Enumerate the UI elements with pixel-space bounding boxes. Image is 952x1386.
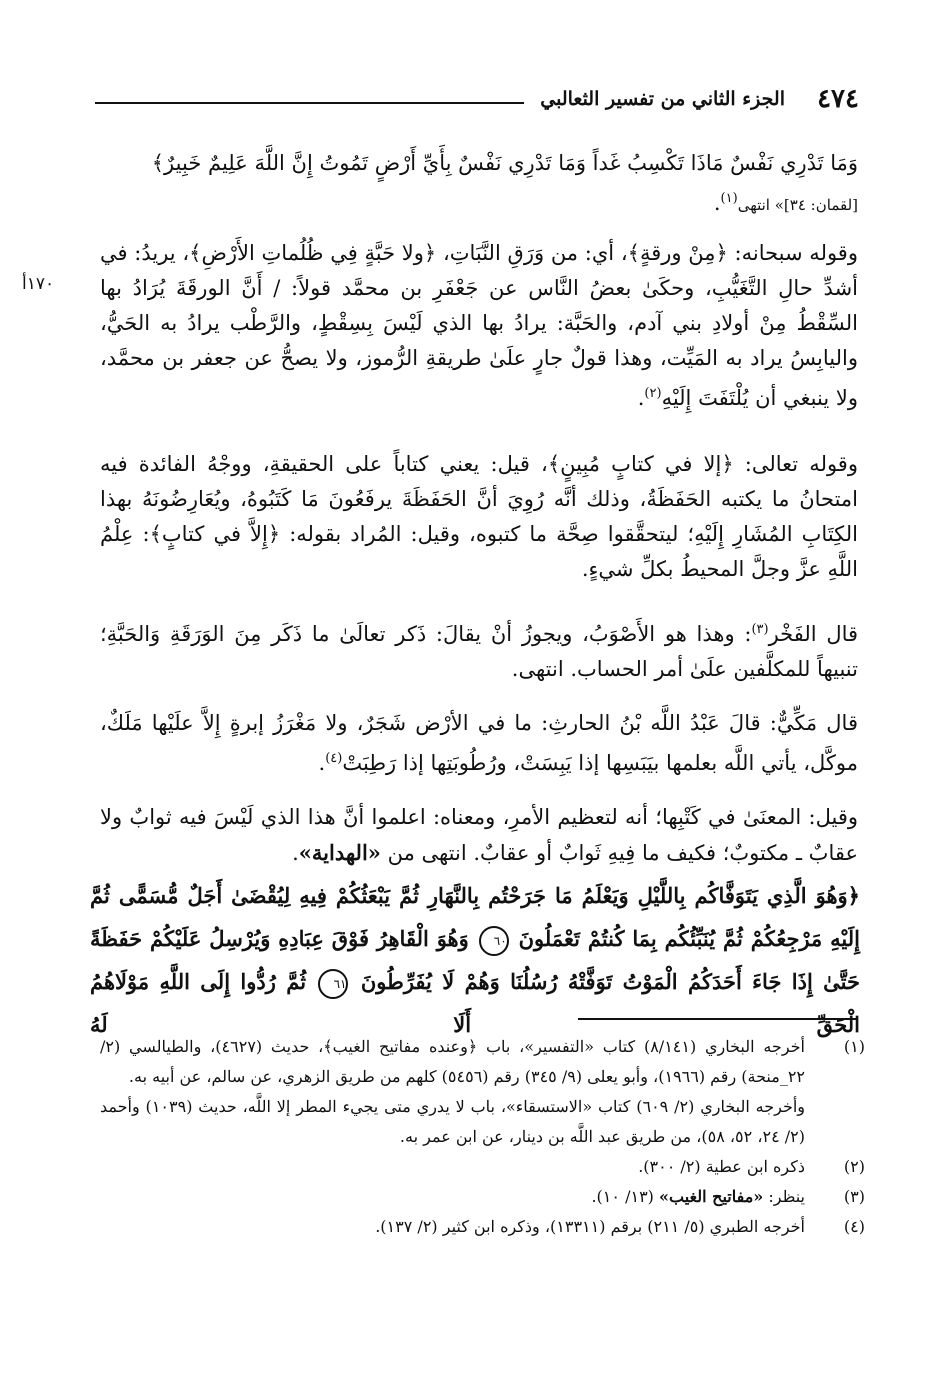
paragraph-text-b: : وهذا هو الأَصْوَبُ، ويجوزُ أنْ يقالَ: ذَكر تعالَىٰ ما ذَكَر مِنَ الوَرَقَةِ وَالحَبَّةِ؛ تنبيهاً للمكلَّفين علَىٰ أمر الحساب. انتهى.: [100, 622, 858, 681]
verse-62-text: ثُمَّ رُدُّوا إِلَى اللَّهِ مَوْلَاهُمُ الْحَقِّ أَلَا لَهُ: [90, 969, 860, 1037]
verse-61-text: وَهُوَ الْقَاهِرُ فَوْقَ عِبَادِهِ وَيُرْسِلُ عَلَيْكُمْ حَفَظَةً حَتَّىٰ إِذَا جَاءَ أَحَدَكُمُ الْمَوْتُ تَوَفَّتْهُ رُسُلُنَا وَهُمْ لَا يُفَرِّطُونَ: [90, 926, 861, 994]
footnote-text-a: ينظر:: [763, 1187, 805, 1206]
paragraph-quote-continuation: وَمَا تَدْرِي نَفْسٌ مَاذَا تَكْسِبُ غَداً وَمَا تَدْرِي نَفْسٌ بِأَيِّ أَرْضٍ تَمُوتُ إِنَّ اللَّهَ عَلِيمٌ خَبِيرٌ﴾ [لقمان: ٣٤]» انتهى$^{(١)}$.: [151, 151, 858, 215]
footnote-3: [100, 1182, 865, 1212]
footnote-4: [100, 1212, 865, 1242]
footnote-ref-4: (٤): [325, 751, 343, 766]
footnote-1-continuation: وأخرجه البخاري (٢/ ٦٠٩) كتاب «الاستسقاء»، باب لا يدري متى يجيء المطر إلا اللَّه، حديث (١٠٣٩) وأحمد (٢/ ٢٤، ٥٢، ٥٨)، من طريق عبد اللَّه بن دينار، عن ابن عمر به.: [100, 1097, 806, 1146]
footnote-1: [100, 1032, 865, 1092]
verse-60-text: ﴿وَهُوَ الَّذِي يَتَوَفَّاكُم بِاللَّيْلِ وَيَعْلَمُ مَا جَرَحْتُم بِالنَّهَارِ ثُمَّ يَبْعَثُكُمْ فِيهِ لِيُقْضَىٰ أَجَلٌ مُّسَمًّى ثُمَّ إِلَيْهِ مَرْجِعُكُمْ ثُمَّ يُنَبِّئُكُم بِمَا كُنتُمْ تَعْمَلُونَ: [90, 883, 860, 951]
paragraph-text-a: قال الفَخْر: [768, 622, 859, 646]
footnotes: [100, 1032, 865, 1242]
footnote-text-c: (١٣/ ١٠).: [591, 1187, 659, 1206]
paragraph-clear-book: [100, 447, 858, 587]
paragraph-fakhr: [100, 612, 858, 687]
paragraph-text: قال مَكِّيٌّ: قالَ عَبْدُ اللَّه بْنُ الحارثِ: ما في الأرْض شَجَرٌ، ولا مَغْرَزُ إبرةٍ إِلاَّ علَيْها مَلَكٌ، موكَّل، يأتي اللَّه بعلمها بيَبَسِها إذا يَبِسَتْ، ورُطُوبَتِها إذا رَطِبَتْ: [100, 711, 858, 775]
footnote-number: (٤): [843, 1217, 865, 1236]
quote-text: وَمَا تَدْرِي نَفْسٌ مَاذَا تَكْسِبُ غَداً وَمَا تَدْرِي نَفْسٌ بِأَيِّ أَرْضٍ تَمُوتُ إِنَّ اللَّهَ عَلِيمٌ خَبِيرٌ﴾: [151, 151, 858, 175]
quran-verse-block: [90, 874, 860, 1046]
footnote-number: (١): [843, 1037, 865, 1056]
quote-reference: [لقمان: ٣٤]» انتهى: [737, 196, 858, 214]
footnote-text: أخرجه الطبري (٥/ ٢١١) برقم (١٣٣١١)، وذكره ابن كثير (٢/ ١٣٧).: [375, 1217, 805, 1236]
paragraph-text: وقوله سبحانه: ﴿مِنْ ورقةٍ﴾، أي: من وَرَقِ النَّبَاتِ، ﴿ولا حَبَّةٍ فِي ظُلُماتِ الأَرْضِ﴾، يريدُ: في أشدِّ حالِ التَّغَيُّبِ، وحكَىٰ بعضُ النَّاس عن جَعْفَرِ بن محمَّد قولاً: / أَنَّ الورقَةَ يُرَادُ بها السِّقْطُ مِنْ أولادِ بني آدم، والحَبَّة: يرادُ بها الذي لَيْسَ بِسِقْطٍ، والرَّطْب يرادُ به الحَيُّ، واليابِسُ يراد به المَيِّت، وهذا قولٌ جارٍ علَىٰ طريقةِ الرُّموز، ولا يصحُّ عن جعفر بن محمَّد، ولا ينبغي أن يُلْتَفَتَ إِلَيْهِ: [100, 241, 858, 410]
footnote-ref-1: (١): [720, 191, 738, 206]
footnote-text: أخرجه البخاري (٨/١٤١) كتاب «التفسير»، باب ﴿وعنده مفاتيح الغيب﴾، حديث (٤٦٢٧)، والطيالسي (٢/ ٢٢_منحة) رقم (١٩٦٦)، وأبو يعلى (٩/ ٣٤٥) رقم (٥٤٥٦) كلهم من طريق الزهري، عن سالم، عن أبيه به.: [100, 1037, 805, 1086]
page-header: [95, 82, 859, 122]
paragraph-text: وقوله تعالى: ﴿إلا في كتابٍ مُبِينٍ﴾، قيل: يعني كتاباً على الحقيقةِ، ووجْهُ الفائدة فيه امتحانُ ما يكتبه الحَفَظَةُ، وذلك أنَّه رُوِيَ أنَّ الحَفَظَةَ يرفَعُونَ مَا كَتَبُوهُ، ويُعَارِضُونَهُ بهذا الكِتَابِ المُشَارِ إِلَيْهِ؛ ليتحقَّقوا صِحَّة ما كتبوه، وقيل: المُراد بقوله: ﴿إِلاَّ في كتابٍ﴾: عِلْمُ اللَّهِ عزَّ وجلَّ المحيطُ بكلِّ شيءٍ.: [100, 452, 858, 581]
paragraph-text: وقيل: المعنَىٰ في كَتْبِها؛ أنه لتعظيم الأمرِ، ومعناه: اعلموا أنَّ هذا الذي لَيْسَ فيه ثوابٌ ولا عقابٌ ـ مكتوبٌ؛ فكيف ما فِيهِ ثَوابٌ أو عقابٌ. انتهى من: [100, 805, 858, 865]
footnote-separator: [578, 1018, 858, 1020]
page-number: ٤٧٤: [817, 84, 859, 114]
header-rule: [95, 102, 524, 104]
footnote-ref-2: (٢): [644, 386, 662, 401]
paragraph-makki: قال مَكِّيٌّ: قالَ عَبْدُ اللَّه بْنُ الحارثِ: ما في الأرْض شَجَرٌ، ولا مَغْرَزُ إبرةٍ إِلاَّ علَيْها مَلَكٌ، موكَّل، يأتي اللَّه بعلمها بيَبَسِها إذا يَبِسَتْ، ورُطُوبَتِها إذا رَطِبَتْ$^{(٤)}$.: [100, 711, 858, 775]
ayah-end-marker-icon: ٦٠: [479, 926, 509, 956]
footnote-text: ذكره ابن عطية (٢/ ٣٠٠).: [638, 1157, 805, 1176]
ayah-end-marker-icon: ٦١: [318, 969, 348, 999]
hidaya-book-title: «الهداية»: [298, 840, 381, 865]
footnote-ref-3: (٣): [751, 622, 769, 637]
footnote-number: (٣): [843, 1187, 865, 1206]
footnote-2: [100, 1152, 865, 1182]
footnote-book-title: «مفاتيح الغيب»: [658, 1187, 764, 1206]
manuscript-folio-marker: ١٧٠أ: [22, 274, 55, 294]
footnote-number: (٢): [843, 1157, 865, 1176]
running-title: الجزء الثاني من تفسير الثعالبي: [540, 88, 785, 110]
paragraph-leaf-and-grain: وقوله سبحانه: ﴿مِنْ ورقةٍ﴾، أي: من وَرَقِ النَّبَاتِ، ﴿ولا حَبَّةٍ فِي ظُلُماتِ الأَرْضِ﴾، يريدُ: في أشدِّ حالِ التَّغَيُّبِ، وحكَىٰ بعضُ النَّاس عن جَعْفَرِ بن محمَّد قولاً: / أَنَّ الورقَةَ يُرَادُ بها السِّقْطُ مِنْ أولادِ بني آدم، والحَبَّة: يرادُ بها الذي لَيْسَ بِسِقْطٍ، والرَّطْب يرادُ به الحَيُّ، واليابِسُ يراد به المَيِّت، وهذا قولٌ جارٍ علَىٰ طريقةِ الرُّموز، ولا يصحُّ عن جعفر بن محمَّد، ولا ينبغي أن يُلْتَفَتَ إِلَيْهِ$^{(٢)}$.: [100, 241, 858, 410]
paragraph-meaning: وقيل: المعنَىٰ في كَتْبِها؛ أنه لتعظيم الأمرِ، ومعناه: اعلموا أنَّ هذا الذي لَيْسَ فيه ثوابٌ ولا عقابٌ ـ مكتوبٌ؛ فكيف ما فِيهِ ثَوابٌ أو عقابٌ. انتهى من «الهداية».: [100, 805, 858, 865]
